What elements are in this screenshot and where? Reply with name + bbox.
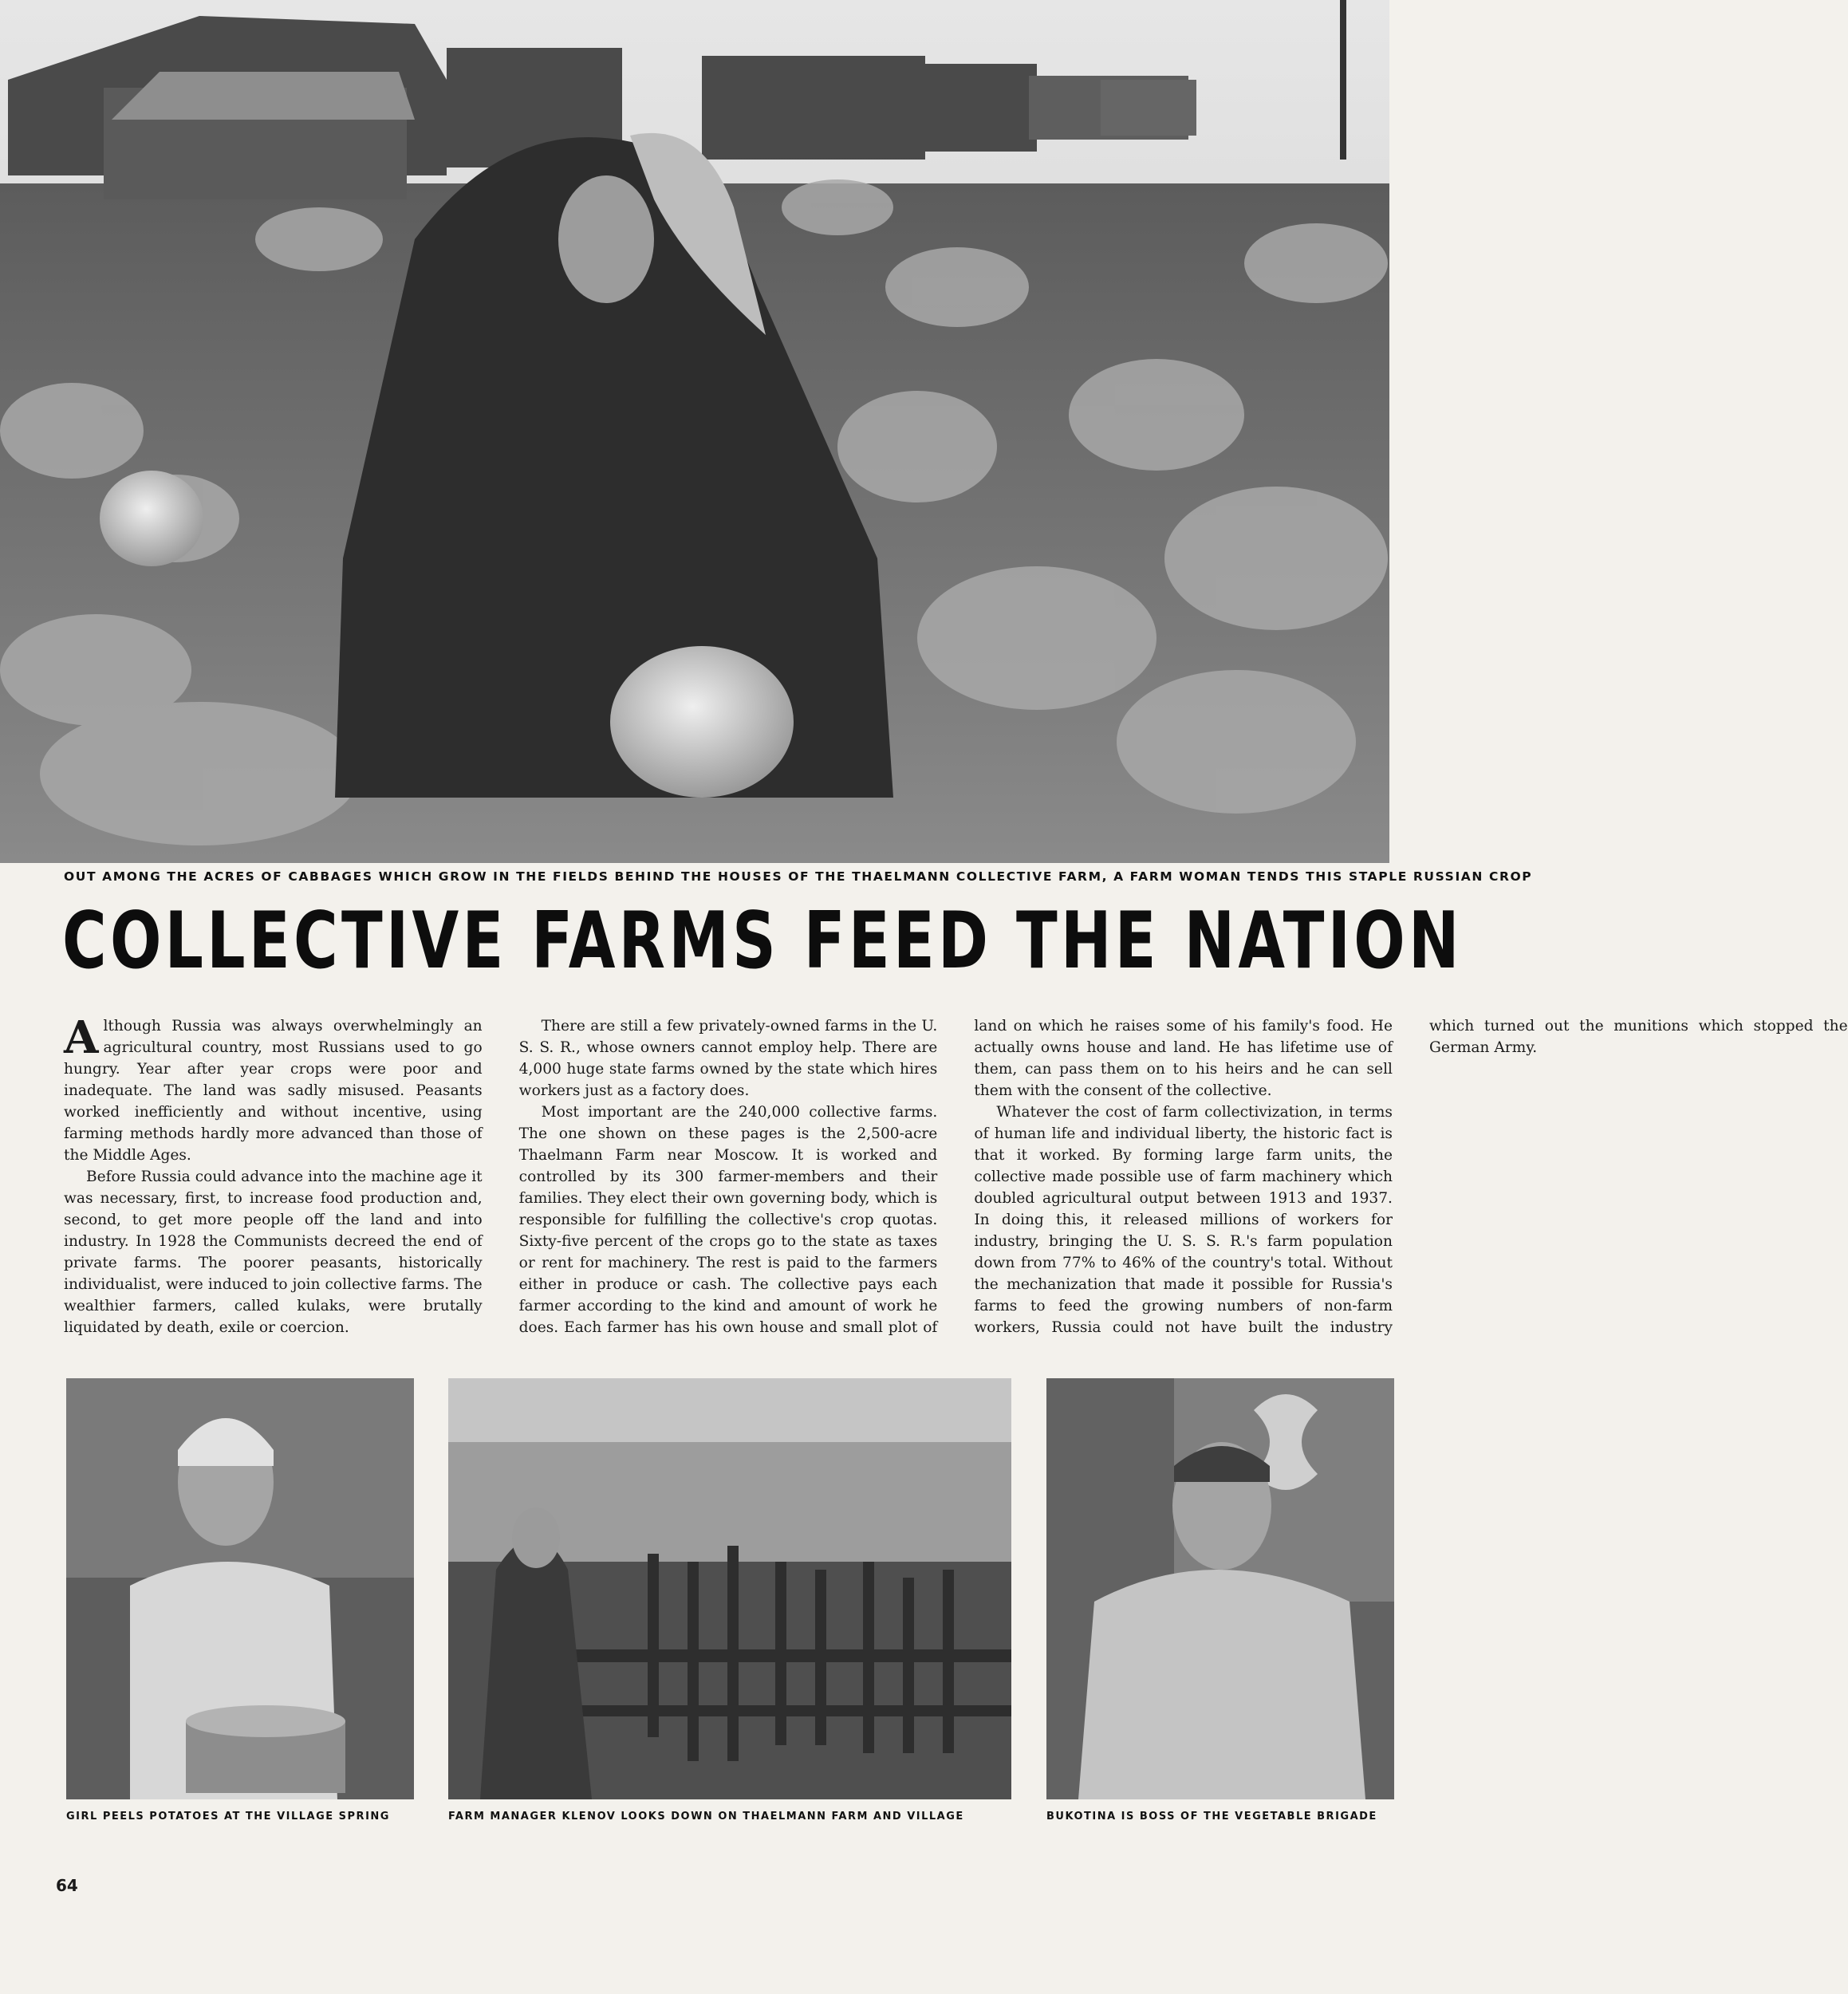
- bukotina-photo: [1046, 1378, 1394, 1799]
- farm-manager-photo-caption: FARM MANAGER KLENOV LOOKS DOWN ON THAELMANN FARM AND VILLAGE: [448, 1811, 964, 1823]
- article-paragraph-3: There are still a few privately-owned farms in the U. S. S. R., whose owners cannot employ help. There are 4,000 huge state farms owned by the state which hires workers just as a factory does.: [518, 1018, 938, 1099]
- hero-photo: [0, 0, 1389, 863]
- bukotina-photo-caption: BUKOTINA IS BOSS OF THE VEGETABLE BRIGADE: [1046, 1811, 1377, 1823]
- article-paragraph-2: Before Russia could advance into the machine age it was necessary, first, to increase food production and, second, to get more people off the land and into industry. In 1928 the Communists decreed the end of private farms. The poorer peasants, historically individualist, were induced to join collective farms. The wealthier farmers, called kulaks, were brutally liquidated by death, exile or coercion.: [64, 1168, 483, 1336]
- headline: COLLECTIVE FARMS FEED THE NATION: [62, 896, 1463, 987]
- girl-photo-caption: GIRL PEELS POTATOES AT THE VILLAGE SPRING: [66, 1811, 390, 1823]
- article-paragraph-4: Most important are the 240,000 collective farms. The one shown on these pages is the 2,500-acre Thaelmann Farm near Moscow. It is worked and controlled by its 300 farmer-members and their families. They elect their own governing body, which is responsible for fulfilling the collective's crop quotas. Sixty-five percent of the crops go to the state as taxes or rent for machinery. The rest is paid to the farmers either in produce or cash. The collective pays each farmer according to the kind and amount of work he does. Each farmer has his own house and small plot of land on which he raises some of his family's food. He actually owns house and land. He has lifetime use of them, can pass them on to his heirs and he can sell them with the consent of the collective.: [518, 1018, 1393, 1336]
- page-number: 64: [56, 1876, 78, 1895]
- drop-cap: A: [64, 1011, 99, 1064]
- article-body: [64, 1011, 1848, 1342]
- article-paragraph-5: Whatever the cost of farm collectivization, in terms of human life and individual liberty, the historic fact is that it worked. By forming large farm units, the collective made possible use of farm machinery which doubled agricultural output between 1913 and 1937. In doing this, it released millions of workers for industry, bringing the U. S. S. R.'s farm population down from 77% to 46% of the country's total. Without the mechanization that made it possible for Russia's farms to feed the growing numbers of non-farm workers, Russia could not have built the industry which turned out the munitions which stopped the German Army.: [974, 1018, 1848, 1336]
- hero-photo-caption: OUT AMONG THE ACRES OF CABBAGES WHICH GROW IN THE FIELDS BEHIND THE HOUSES OF THE THAELMANN COLLECTIVE FARM, A FARM WOMAN TENDS THIS STAPLE RUSSIAN CROP: [64, 869, 1533, 884]
- farm-manager-photo: [448, 1378, 1011, 1799]
- article-paragraph-1: Although Russia was always overwhelmingly an agricultural country, most Russians used to go hungry. Year after year crops were poor and inadequate. The land was sadly misused. Peasants worked inefficiently and without incentive, using farming methods hardly more advanced than those of the Middle Ages.: [64, 1011, 483, 1164]
- girl-photo: [66, 1378, 414, 1799]
